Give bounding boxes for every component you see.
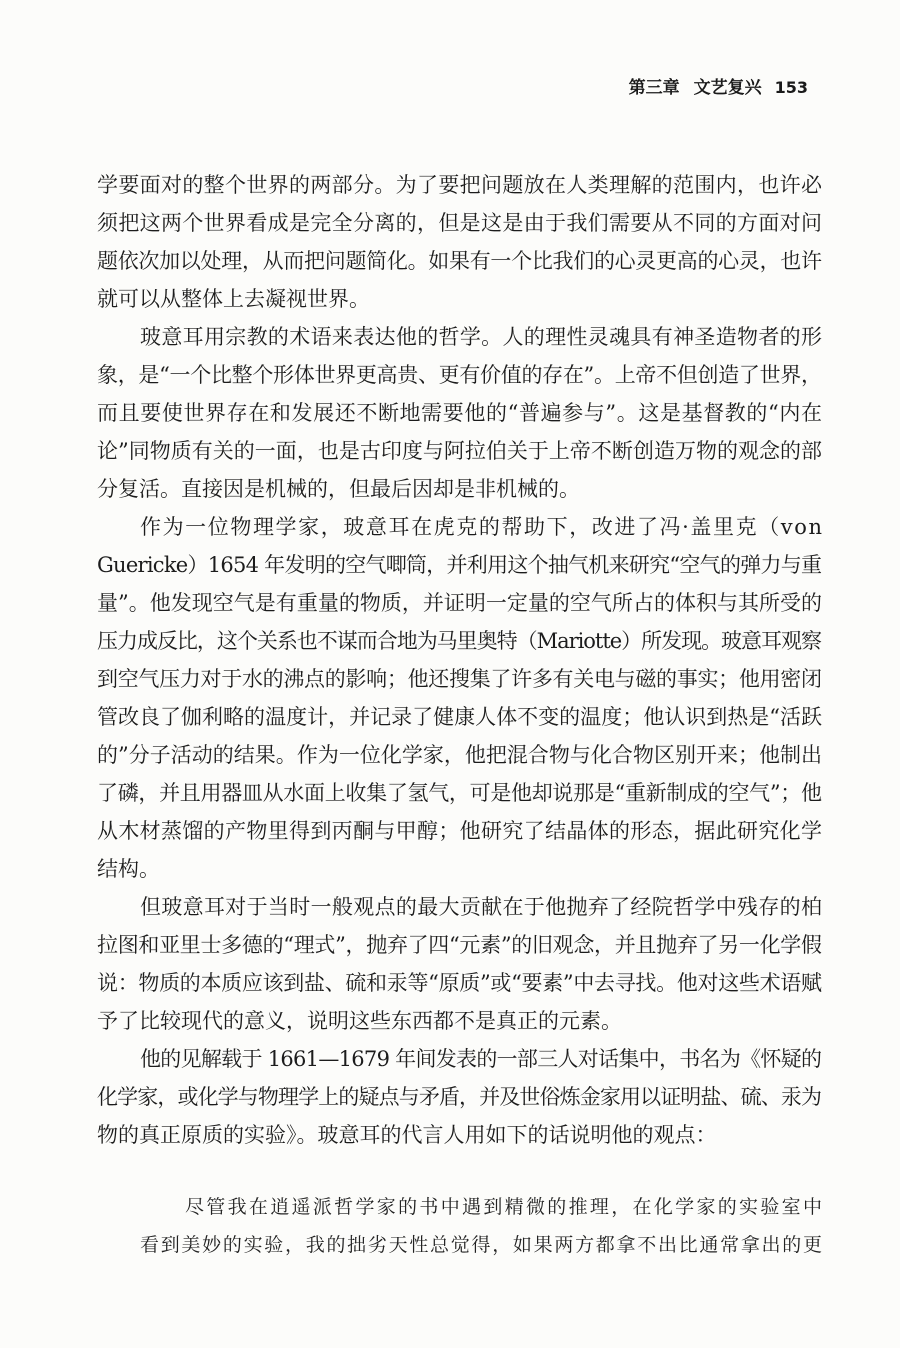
running-header — [629, 76, 808, 100]
quote-line: 尽管我在逍遥派哲学家的书中遇到精微的推理，在化学家的实验室中 — [185, 1196, 825, 1218]
chapter-title: 文艺复兴 — [693, 78, 762, 98]
text-line: 但玻意耳对于当时一般观点的最大贡献在于他抛弃了经院哲学中残存的柏 — [140, 895, 823, 919]
text-line: 予了比较现代的意义，说明这些东西都不是真正的元素。 — [97, 1009, 622, 1033]
text-line: 象，是“一个比整个形体世界更高贵、更有价值的存在”。上帝不但创造了世界， — [97, 363, 822, 387]
text-line: 了磷，并且用器皿从水面上收集了氢气，可是他却说那是“重新制成的空气”；他 — [97, 781, 822, 805]
text-line: 论”同物质有关的一面，也是古印度与阿拉伯关于上帝不断创造万物的观念的部 — [97, 439, 823, 463]
paragraph — [97, 508, 822, 888]
text-line: 作为一位物理学家，玻意耳在虎克的帮助下，改进了冯·盖里克（von — [140, 515, 824, 539]
text-line: 说：物质的本质应该到盐、硫和汞等“原质”或“要素”中去寻找。他对这些术语赋 — [97, 971, 822, 995]
text-line: 题依次加以处理，从而把问题简化。如果有一个比我们的心灵更高的心灵，也许 — [97, 249, 822, 273]
chapter-label: 第三章 — [628, 78, 680, 98]
text-line: 就可以从整体上去凝视世界。 — [97, 287, 370, 311]
text-line: 拉图和亚里士多德的“理式”，抛弃了四“元素”的旧观念，并且抛弃了另一化学假 — [97, 933, 822, 957]
text-line: 须把这两个世界看成是完全分离的，但是这是由于我们需要从不同的方面对问 — [97, 211, 823, 235]
text-line: 玻意耳用宗教的术语来表达他的哲学。人的理性灵魂具有神圣造物者的形 — [140, 325, 823, 349]
text-line: 量”。他发现空气是有重量的物质，并证明一定量的空气所占的体积与其所受的 — [97, 591, 823, 615]
text-line: 分复活。直接因是机械的，但最后因却是非机械的。 — [97, 477, 580, 501]
text-line: 从木材蒸馏的产物里得到丙酮与甲醇；他研究了结晶体的形态，据此研究化学 — [97, 819, 823, 843]
paragraph — [97, 166, 822, 318]
text-line: 学要面对的整个世界的两部分。为了要把问题放在人类理解的范围内，也许必 — [97, 173, 823, 197]
text-line: 物的真正原质的实验》。玻意耳的代言人用如下的话说明他的观点： — [97, 1123, 717, 1147]
body-text — [97, 166, 825, 1264]
text-line: Guericke）1654 年发明的空气唧筒，并利用这个抽气机来研究“空气的弹力与重 — [97, 553, 822, 577]
text-line: 他的见解载于 1661—1679 年间发表的一部三人对话集中，书名为《怀疑的 — [140, 1047, 822, 1071]
paragraph — [97, 1040, 822, 1154]
text-line: 化学家，或化学与物理学上的疑点与矛盾，并及世俗炼金家用以证明盐、硫、汞为 — [97, 1085, 822, 1109]
block-quote — [140, 1188, 825, 1264]
quote-line: 看到美妙的实验，我的拙劣天性总觉得，如果两方都拿不出比通常拿出的更 — [140, 1234, 824, 1256]
text-line: 压力成反比，这个关系也不谋而合地为马里奥特（Mariotte）所发现。玻意耳观察 — [97, 629, 821, 653]
text-line: 管改良了伽利略的温度计，并记录了健康人体不变的温度；他认识到热是“活跃 — [97, 705, 823, 729]
text-line: 的”分子活动的结果。作为一位化学家，他把混合物与化合物区别开来；他制出 — [97, 743, 823, 767]
text-line: 而且要使世界存在和发展还不断地需要他的“普遍参与”。这是基督教的“内在 — [97, 401, 823, 425]
text-line: 结构。 — [97, 857, 160, 881]
page-number: 153 — [774, 78, 808, 97]
paragraph — [97, 318, 822, 508]
text-line: 到空气压力对于水的沸点的影响；他还搜集了许多有关电与磁的事实；他用密闭 — [97, 667, 822, 691]
paragraph — [97, 888, 822, 1040]
